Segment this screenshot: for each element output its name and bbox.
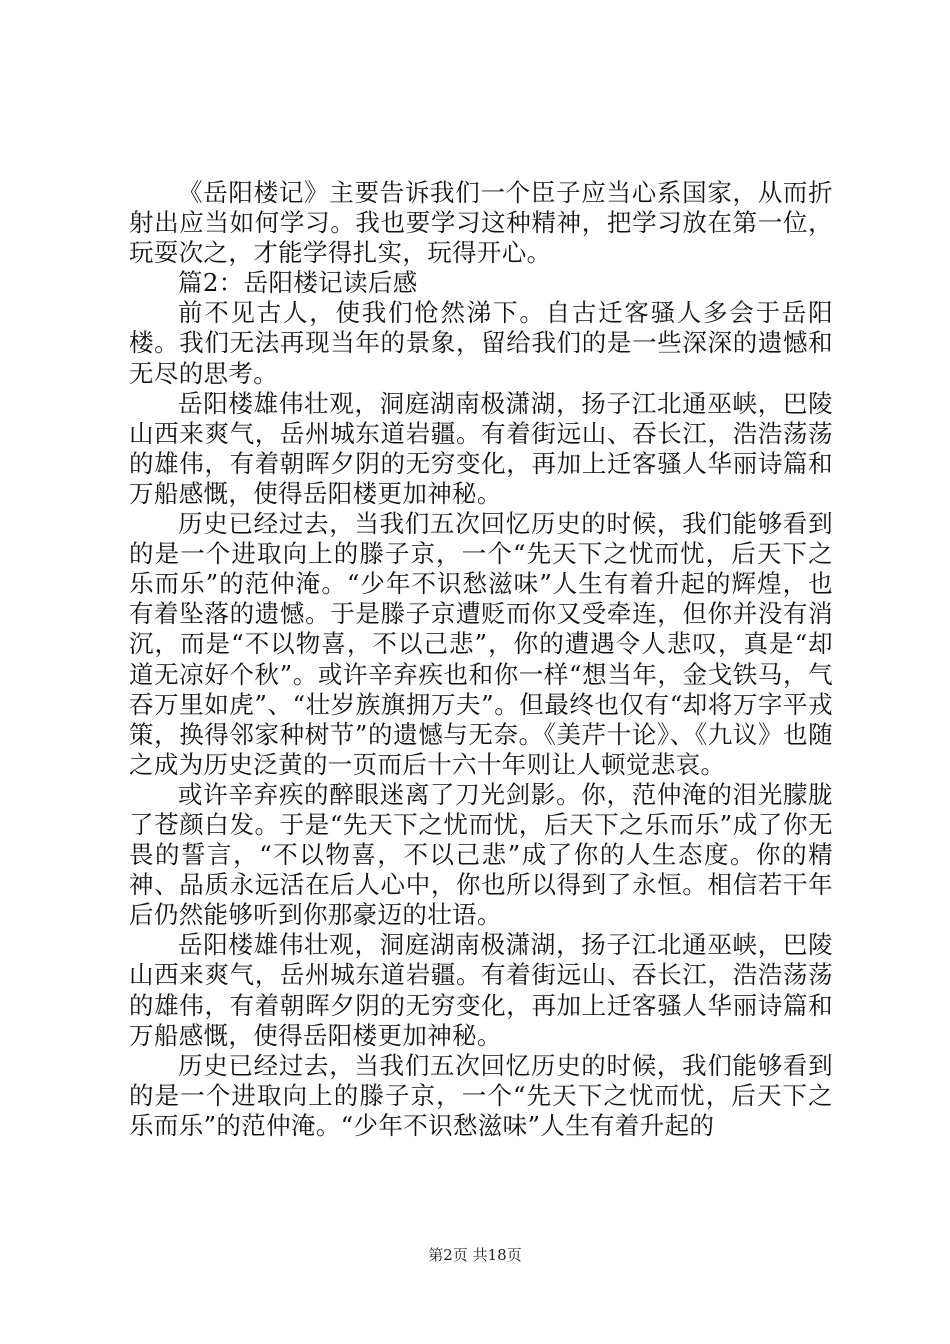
page-number-footer: 第2页 共18页 xyxy=(428,1246,522,1264)
page-body xyxy=(129,178,833,1141)
section-heading: 篇2：岳阳楼记读后感 xyxy=(178,268,418,298)
paragraph-conclusion: 《岳阳楼记》主要告诉我们一个臣子应当心系国家，从而折射出应当如何学习。我也要学习这种精神，把学习放在第一位，玩耍次之，才能学得扎实，玩得开心。 xyxy=(129,178,833,268)
paragraph-scenery: 岳阳楼雄伟壮观，洞庭湖南极潇湖，扬子江北通巫峡，巴陵山西来爽气，岳州城东道岩疆。有着街远山、吞长江，浩浩荡荡的雄伟，有着朝晖夕阴的无穷变化，再加上迁客骚人华丽诗篇和万船感慨，使得岳阳楼更加神秘。 xyxy=(129,388,833,508)
paragraph-intro: 前不见古人，使我们怆然涕下。自古迁客骚人多会于岳阳楼。我们无法再现当年的景象，留给我们的是一些深深的遗憾和无尽的思考。 xyxy=(129,298,833,388)
paragraph-history-repeat: 历史已经过去，当我们五次回忆历史的时候，我们能够看到的是一个进取向上的滕子京，一个“先天下之忧而忧，后天下之乐而乐”的范仲淹。“少年不识愁滋味”人生有着升起的 xyxy=(129,1050,833,1140)
paragraph-history: 历史已经过去，当我们五次回忆历史的时候，我们能够看到的是一个进取向上的滕子京，一个“先天下之忧而忧，后天下之乐而乐”的范仲淹。“少年不识愁滋味”人生有着升起的辉煌，也有着坠落的遗憾。于是滕子京遭贬而你又受牵连，但你并没有消沉，而是“不以物喜，不以己悲”，你的遭遇令人悲叹，真是“却道无凉好个秋”。或许辛弃疾也和你一样“想当年，金戈铁马，气吞万里如虎”、“壮岁族旗拥万夫”。但最终也仅有“却将万字平戎策，换得邻家种树节”的遗憾与无奈。《美芹十论》、《九议》也随之成为历史泛黄的一页而后十六十年则让人顿觉悲哀。 xyxy=(129,509,833,779)
paragraph-reflection: 或许辛弃疾的醉眼迷离了刀光剑影。你，范仲淹的泪光朦胧了苍颜白发。于是“先天下之忧而忧，后天下之乐而乐”成了你无畏的誓言，“不以物喜，不以己悲”成了你的人生态度。你的精神、品质永远活在后人心中，你也所以得到了永恒。相信若干年后仍然能够听到你那豪迈的壮语。 xyxy=(129,779,833,930)
paragraph-scenery-repeat: 岳阳楼雄伟壮观，洞庭湖南极潇湖，扬子江北通巫峡，巴陵山西来爽气，岳州城东道岩疆。有着街远山、吞长江，浩浩荡荡的雄伟，有着朝晖夕阴的无穷变化，再加上迁客骚人华丽诗篇和万船感慨，使得岳阳楼更加神秘。 xyxy=(129,930,833,1050)
